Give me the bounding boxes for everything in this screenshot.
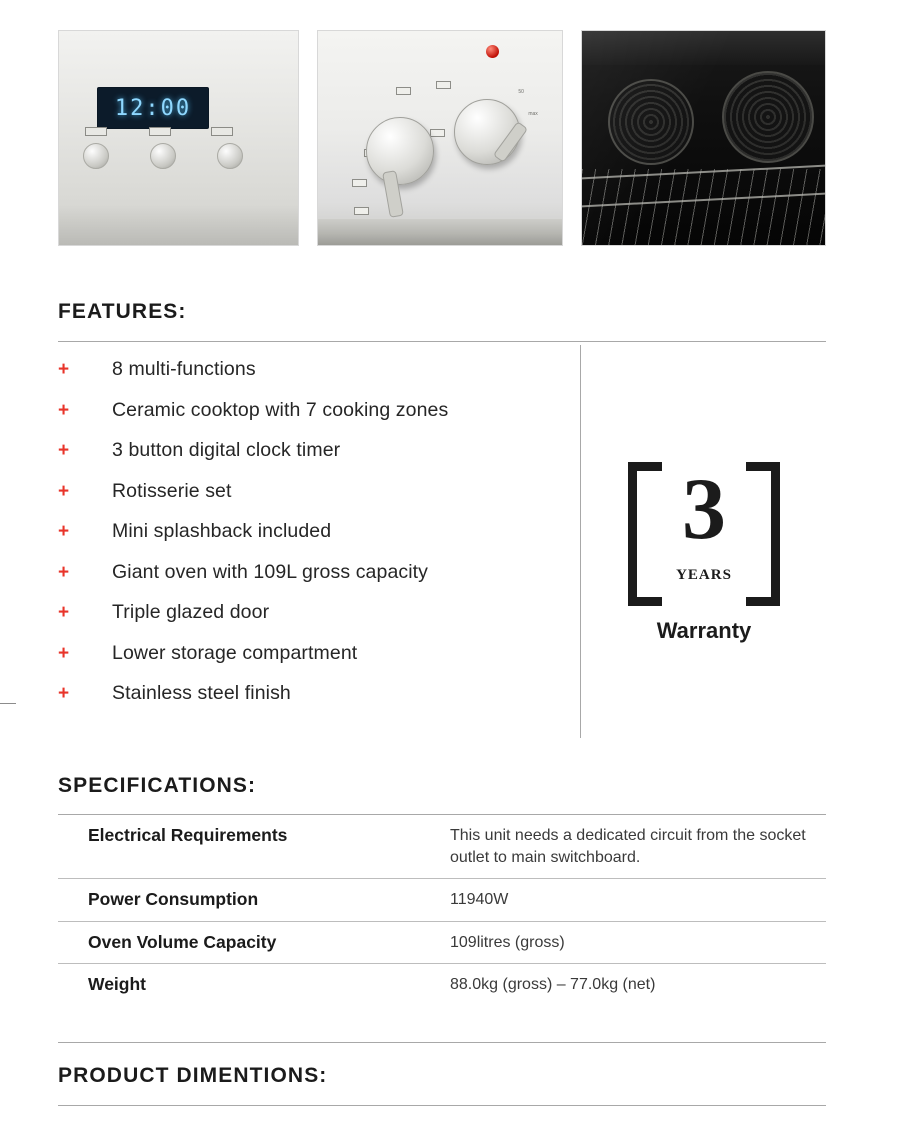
list-item [58, 399, 578, 440]
specifications-heading: SPECIFICATIONS: [58, 774, 257, 797]
plus-bullet-icon: + [58, 683, 70, 704]
list-item [58, 642, 578, 683]
list-item [58, 358, 578, 399]
plus-bullet-icon: + [58, 359, 70, 380]
oven-clock-timer-photo [58, 30, 299, 246]
list-item [58, 682, 578, 723]
plus-bullet-icon: + [58, 521, 70, 542]
clock-button-label-icon [149, 127, 171, 136]
plus-bullet-icon: + [58, 561, 70, 583]
spec-key: Weight [88, 974, 147, 995]
photo-highlight-overlay [582, 31, 825, 245]
features-heading: FEATURES: [58, 300, 187, 323]
timer-button-label-icon [85, 127, 107, 136]
warranty-years-word: YEARS [676, 567, 732, 583]
feature-label: Triple glazed door [112, 601, 270, 623]
function-symbol-icon-5 [354, 207, 369, 215]
plus-bullet-icon: + [58, 602, 70, 623]
features-divider [58, 341, 826, 342]
warranty-badge [620, 462, 788, 644]
warranty-years-number: 3 [682, 461, 726, 558]
plus-bullet-icon: + [58, 399, 70, 421]
plus-bullet-icon: + [58, 642, 70, 664]
function-symbol-icon-4 [352, 179, 367, 187]
feature-label: Rotisserie set [112, 479, 232, 502]
list-item [58, 520, 578, 561]
feature-label: 8 multi-functions [112, 358, 256, 380]
oven-control-knobs-photo [317, 30, 562, 246]
page-crop-mark [0, 703, 16, 704]
plus-bullet-icon: + [58, 440, 70, 461]
features-vertical-divider [580, 345, 581, 738]
panel-base-edge [318, 219, 561, 245]
table-row [58, 964, 826, 1006]
spec-value: This unit needs a dedicated circuit from the socket outlet to main switchboard. [450, 815, 826, 879]
feature-label: Ceramic cooktop with 7 cooking zones [112, 398, 449, 421]
table-row [58, 815, 826, 879]
spec-value: 88.0kg (gross) – 77.0kg (net) [450, 976, 656, 994]
oven-interior-fans-photo [581, 30, 826, 246]
list-item [58, 480, 578, 521]
specifications-table [58, 815, 826, 1006]
product-image-strip [58, 30, 826, 246]
specifications-divider-bottom [58, 1042, 826, 1043]
function-symbol-icon-1 [396, 87, 411, 95]
timer-button-1-icon [83, 143, 109, 169]
temperature-tick-max: max [528, 111, 538, 117]
function-symbol-icon-6 [430, 129, 445, 137]
timer-button-3-icon [217, 143, 243, 169]
warranty-label: Warranty [656, 618, 752, 643]
features-list [58, 358, 578, 723]
feature-label: Stainless steel finish [112, 682, 291, 704]
dimensions-divider [58, 1105, 826, 1106]
spec-value: 11940W [450, 879, 826, 922]
warranty-bracket-frame [628, 462, 780, 606]
table-row [58, 879, 826, 922]
feature-label: 3 button digital clock timer [112, 439, 341, 461]
plus-bullet-icon: + [58, 480, 70, 502]
feature-label: Mini splashback included [112, 520, 332, 542]
spec-key: Electrical Requirements [58, 815, 450, 879]
feature-label: Giant oven with 109L gross capacity [112, 560, 429, 583]
function-selector-knob-icon [366, 117, 434, 185]
function-symbol-icon-2 [436, 81, 451, 89]
table-row [58, 921, 826, 964]
photo-shadow-overlay [59, 205, 298, 245]
spec-key: Power Consumption [58, 879, 450, 922]
digital-clock-display [97, 87, 209, 129]
temperature-tick-50: 50 [518, 89, 524, 95]
plus-button-label-icon [211, 127, 233, 136]
feature-label: Lower storage compartment [112, 641, 358, 664]
list-item [58, 561, 578, 602]
spec-key: Oven Volume Capacity [58, 921, 450, 964]
clock-time-text: 12:00 [114, 95, 192, 121]
list-item [58, 439, 578, 480]
timer-buttons-group [83, 143, 243, 169]
list-item [58, 601, 578, 642]
spec-value: 109litres (gross) [450, 921, 826, 964]
dimensions-heading: PRODUCT DIMENTIONS: [58, 1064, 328, 1087]
timer-button-2-icon [150, 143, 176, 169]
